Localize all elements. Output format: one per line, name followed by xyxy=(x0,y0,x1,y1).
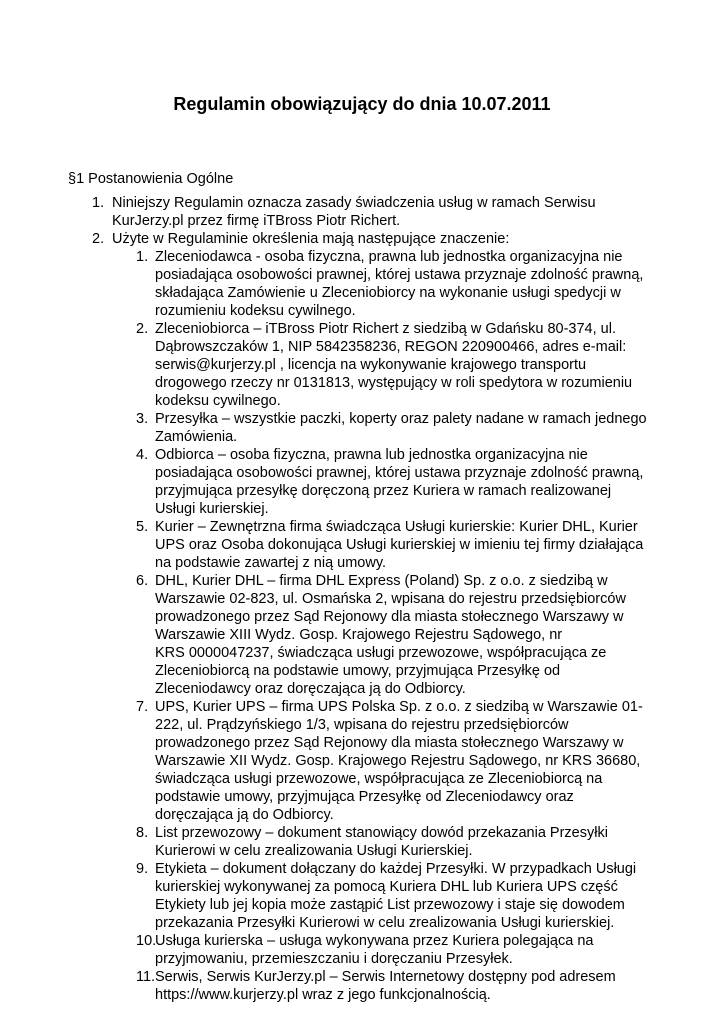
outer-list xyxy=(92,194,662,1004)
definition-number: 2. xyxy=(136,321,149,337)
item-number: 2. xyxy=(92,231,105,247)
list-item xyxy=(92,230,662,1004)
definition-item xyxy=(136,698,662,824)
definition-number: 9. xyxy=(136,861,149,877)
definition-number: 8. xyxy=(136,825,149,841)
definition-text: Usługa kurierska – usługa wykonywana przez Kuriera polegająca na przyjmowaniu, przemieszczaniu i doręczaniu Przesyłek. xyxy=(155,933,594,967)
definition-item xyxy=(136,446,662,518)
item-text: Użyte w Regulaminie określenia mają następujące znaczenie: xyxy=(112,231,510,247)
definition-number: 3. xyxy=(136,411,149,427)
definition-item xyxy=(136,932,662,968)
definition-text: Zleceniobiorca – iTBross Piotr Richert z siedzibą w Gdańsku 80-374, ul. Dąbrowszczaków 1, NIP 5842358236, REGON 220900466, adres e-mail: serwis@kurjerzy.pl , licencja na wykonywanie krajowego transportu drogowego rzeczy nr 0131813, występujący w roli spedytora w rozumieniu kodeksu cywilnego. xyxy=(155,321,633,409)
definition-item xyxy=(136,968,662,1004)
definition-text: Przesyłka – wszystkie paczki, koperty oraz palety nadane w ramach jednego Zamówienia. xyxy=(155,411,647,445)
definition-text: UPS, Kurier UPS – firma UPS Polska Sp. z o.o. z siedzibą w Warszawie 01- 222, ul. Prądzyńskiego 1/3, wpisana do rejestru przedsiębiorców prowadzonego przez Sąd Rejonowy dla miasta stołecznego Warszawy w Warszawie XII Wydz. Gosp. Krajowego Rejestru Sądowego, nr KRS 36680, świadcząca usługi przewozowe, współpracująca ze Zleceniobiorcą na podstawie umowy, przyjmująca Przesyłkę od Zleceniodawcy oraz doręczająca ją do Odbiorcy. xyxy=(155,699,643,823)
definitions-list xyxy=(136,248,662,1004)
definition-text: Etykieta – dokument dołączany do każdej Przesyłki. W przypadkach Usługi kurierskiej wykonywanej za pomocą Kuriera DHL lub Kuriera UPS część Etykiety lub jej kopia może zastąpić List przewozowy i staje się dowodem przekazania Przesyłki Kurierowi w celu zrealizowania Usługi kurierskiej. xyxy=(155,861,637,931)
item-number: 1. xyxy=(92,195,105,211)
definition-text: List przewozowy – dokument stanowiący dowód przekazania Przesyłki Kurierowi w celu zrealizowania Usługi Kurierskiej. xyxy=(155,825,608,859)
section-content xyxy=(92,194,662,1004)
item-text: Niniejszy Regulamin oznacza zasady świadczenia usług w ramach Serwisu KurJerzy.pl przez firmę iTBross Piotr Richert. xyxy=(112,195,596,229)
definition-text: Zleceniodawca - osoba fizyczna, prawna lub jednostka organizacyjna nie posiadająca osobowości prawnej, której ustawa przyznaje zdolność prawną, składająca Zamówienie u Zleceniobiorcy na wykonanie usługi spedycji w rozumieniu kodeksu cywilnego. xyxy=(155,249,644,319)
definition-number: 10. xyxy=(136,933,157,949)
definition-item xyxy=(136,518,662,572)
definition-item xyxy=(136,824,662,860)
definition-text: Kurier – Zewnętrzna firma świadcząca Usługi kurierskie: Kurier DHL, Kurier UPS oraz Osoba dokonująca Usługi kurierskiej w imieniu tej firmy działająca na podstawie zawartej z nią umowy. xyxy=(155,519,644,571)
definition-number: 4. xyxy=(136,447,149,463)
definition-text: Serwis, Serwis KurJerzy.pl – Serwis Internetowy dostępny pod adresem https://www.kurjerzy.pl wraz z jego funkcjonalnością. xyxy=(155,969,616,1003)
definition-item xyxy=(136,860,662,932)
definition-number: 1. xyxy=(136,249,149,265)
definition-text: Odbiorca – osoba fizyczna, prawna lub jednostka organizacyjna nie posiadająca osobowości prawnej, której ustawa przyznaje zdolność prawną, przyjmująca przesyłkę doręczoną przez Kuriera w ramach realizowanej Usługi kurierskiej. xyxy=(155,447,644,517)
section-heading: §1 Postanowienia Ogólne xyxy=(68,171,234,187)
definition-text: DHL, Kurier DHL – firma DHL Express (Poland) Sp. z o.o. z siedzibą w Warszawie 02-823, ul. Osmańska 2, wpisana do rejestru przedsiębiorców prowadzonego przez Sąd Rejonowy dla miasta stołecznego Warszawy w Warszawie XIII Wydz. Gosp. Krajowego Rejestru Sądowego, nr KRS 0000047237, świadcząca usługi przewozowe, współpracująca ze Zleceniobiorcą na podstawie umowy, przyjmująca Przesyłkę od Zleceniodawcy oraz doręczająca ją do Odbiorcy. xyxy=(155,573,626,697)
definition-number: 11. xyxy=(136,969,156,985)
definition-number: 7. xyxy=(136,699,149,715)
definition-item xyxy=(136,572,662,698)
list-item xyxy=(92,194,662,230)
document-title: Regulamin obowiązujący do dnia 10.07.2011 xyxy=(173,94,551,114)
definition-item xyxy=(136,320,662,410)
definition-item xyxy=(136,410,662,446)
definition-number: 6. xyxy=(136,573,149,589)
definition-item xyxy=(136,248,662,320)
definition-number: 5. xyxy=(136,519,149,535)
